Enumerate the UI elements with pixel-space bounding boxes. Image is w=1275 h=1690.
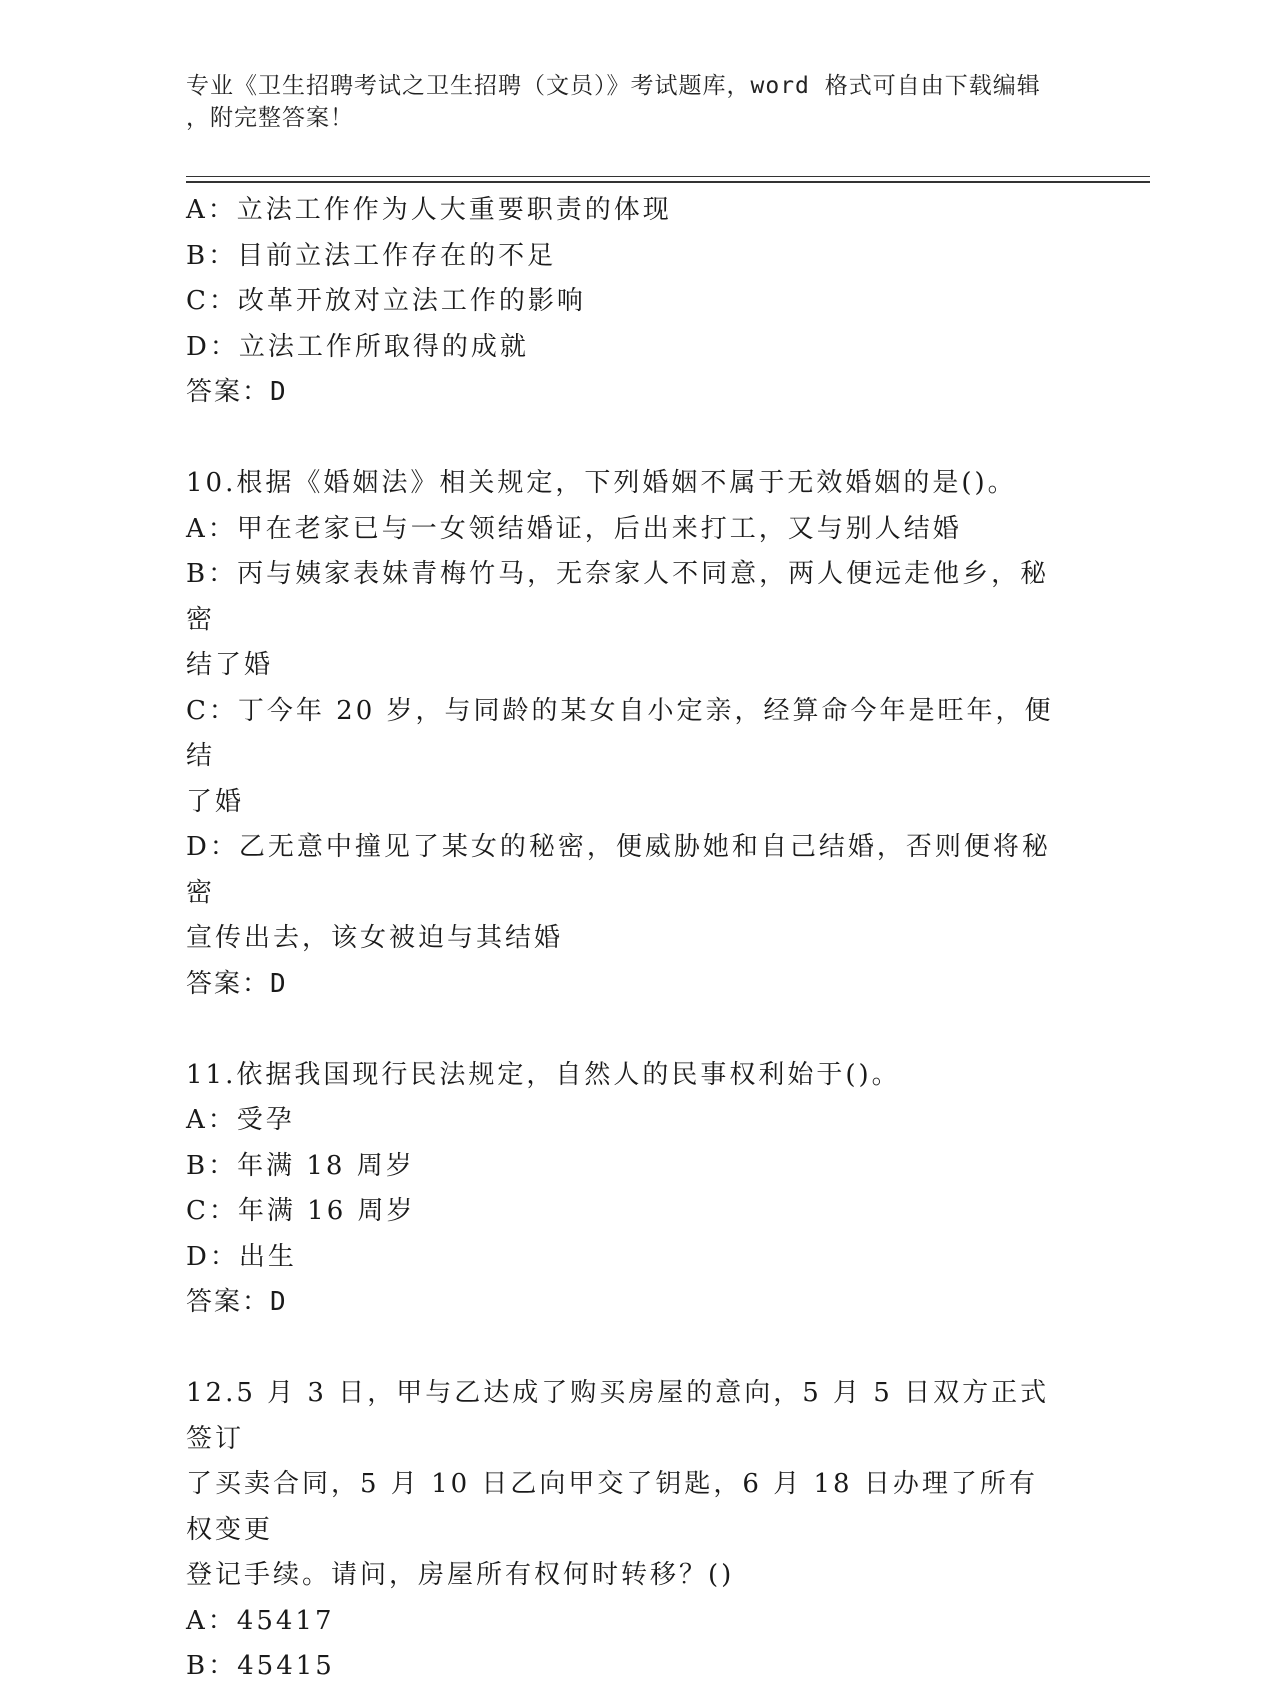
spacer xyxy=(186,1007,1066,1053)
option-a: A：甲在老家已与一女领结婚证，后出来打工，又与别人结婚 xyxy=(186,513,962,544)
answer-label: 答案：D xyxy=(186,377,288,407)
option-d-line-1: D：乙无意中撞见了某女的秘密，便威胁她和自己结婚，否则便将秘密 xyxy=(186,832,1051,908)
header-divider-thin xyxy=(186,176,1150,177)
option-c-line-1: C：丁今年 20 岁，与同龄的某女自小定亲，经算命今年是旺年，便结 xyxy=(186,695,1054,771)
question-stem-line-2: 了买卖合同，5 月 10 日乙向甲交了钥匙，6 月 18 日办理了所有权变更 xyxy=(186,1469,1038,1545)
option-b-line-2: 结了婚 xyxy=(186,650,274,680)
option-a: A：受孕 xyxy=(186,1105,295,1135)
question-12-block xyxy=(186,1371,1066,1690)
question-stem-line-1: 12.5 月 3 日，甲与乙达成了购买房屋的意向，5 月 5 日双方正式签订 xyxy=(186,1378,1050,1454)
header-line-1: 专业《卫生招聘考试之卫生招聘（文员）》考试题库，word 格式可自由下载编辑 xyxy=(186,73,1041,99)
option-b: B：45415 xyxy=(186,1651,335,1681)
question-stem: 10.根据《婚姻法》相关规定，下列婚姻不属于无效婚姻的是()。 xyxy=(186,468,1017,498)
option-b: B：目前立法工作存在的不足 xyxy=(186,240,557,271)
question-9-block xyxy=(186,188,1066,416)
option-c-line-2: 了婚 xyxy=(186,786,245,817)
header-line-2: ，附完整答案！ xyxy=(186,105,354,131)
option-d-line-2: 宣传出去，该女被迫与其结婚 xyxy=(186,923,564,953)
option-b-line-1: B：丙与姨家表妹青梅竹马，无奈家人不同意，两人便远走他乡，秘密 xyxy=(186,559,1050,635)
question-stem-line-3: 登记手续。请问，房屋所有权何时转移？() xyxy=(186,1560,735,1590)
answer-label: 答案：D xyxy=(186,968,288,999)
option-c: C：年满 16 周岁 xyxy=(186,1196,416,1226)
header-divider-thick xyxy=(186,181,1150,183)
option-d: D：立法工作所取得的成就 xyxy=(186,331,529,362)
answer-label: 答案：D xyxy=(186,1287,288,1317)
question-stem: 11.依据我国现行民法规定，自然人的民事权利始于()。 xyxy=(186,1059,901,1090)
question-10-block xyxy=(186,461,1066,1007)
question-content xyxy=(186,188,1066,1690)
option-a: A：45417 xyxy=(186,1605,335,1636)
option-d: D：出生 xyxy=(186,1241,297,1272)
option-b: B：年满 18 周岁 xyxy=(186,1150,415,1181)
option-a: A：立法工作作为人大重要职责的体现 xyxy=(186,195,672,225)
document-header xyxy=(186,70,1066,134)
question-11-block xyxy=(186,1053,1066,1326)
spacer xyxy=(186,1326,1066,1372)
option-c: C：改革开放对立法工作的影响 xyxy=(186,286,586,316)
spacer xyxy=(186,416,1066,462)
